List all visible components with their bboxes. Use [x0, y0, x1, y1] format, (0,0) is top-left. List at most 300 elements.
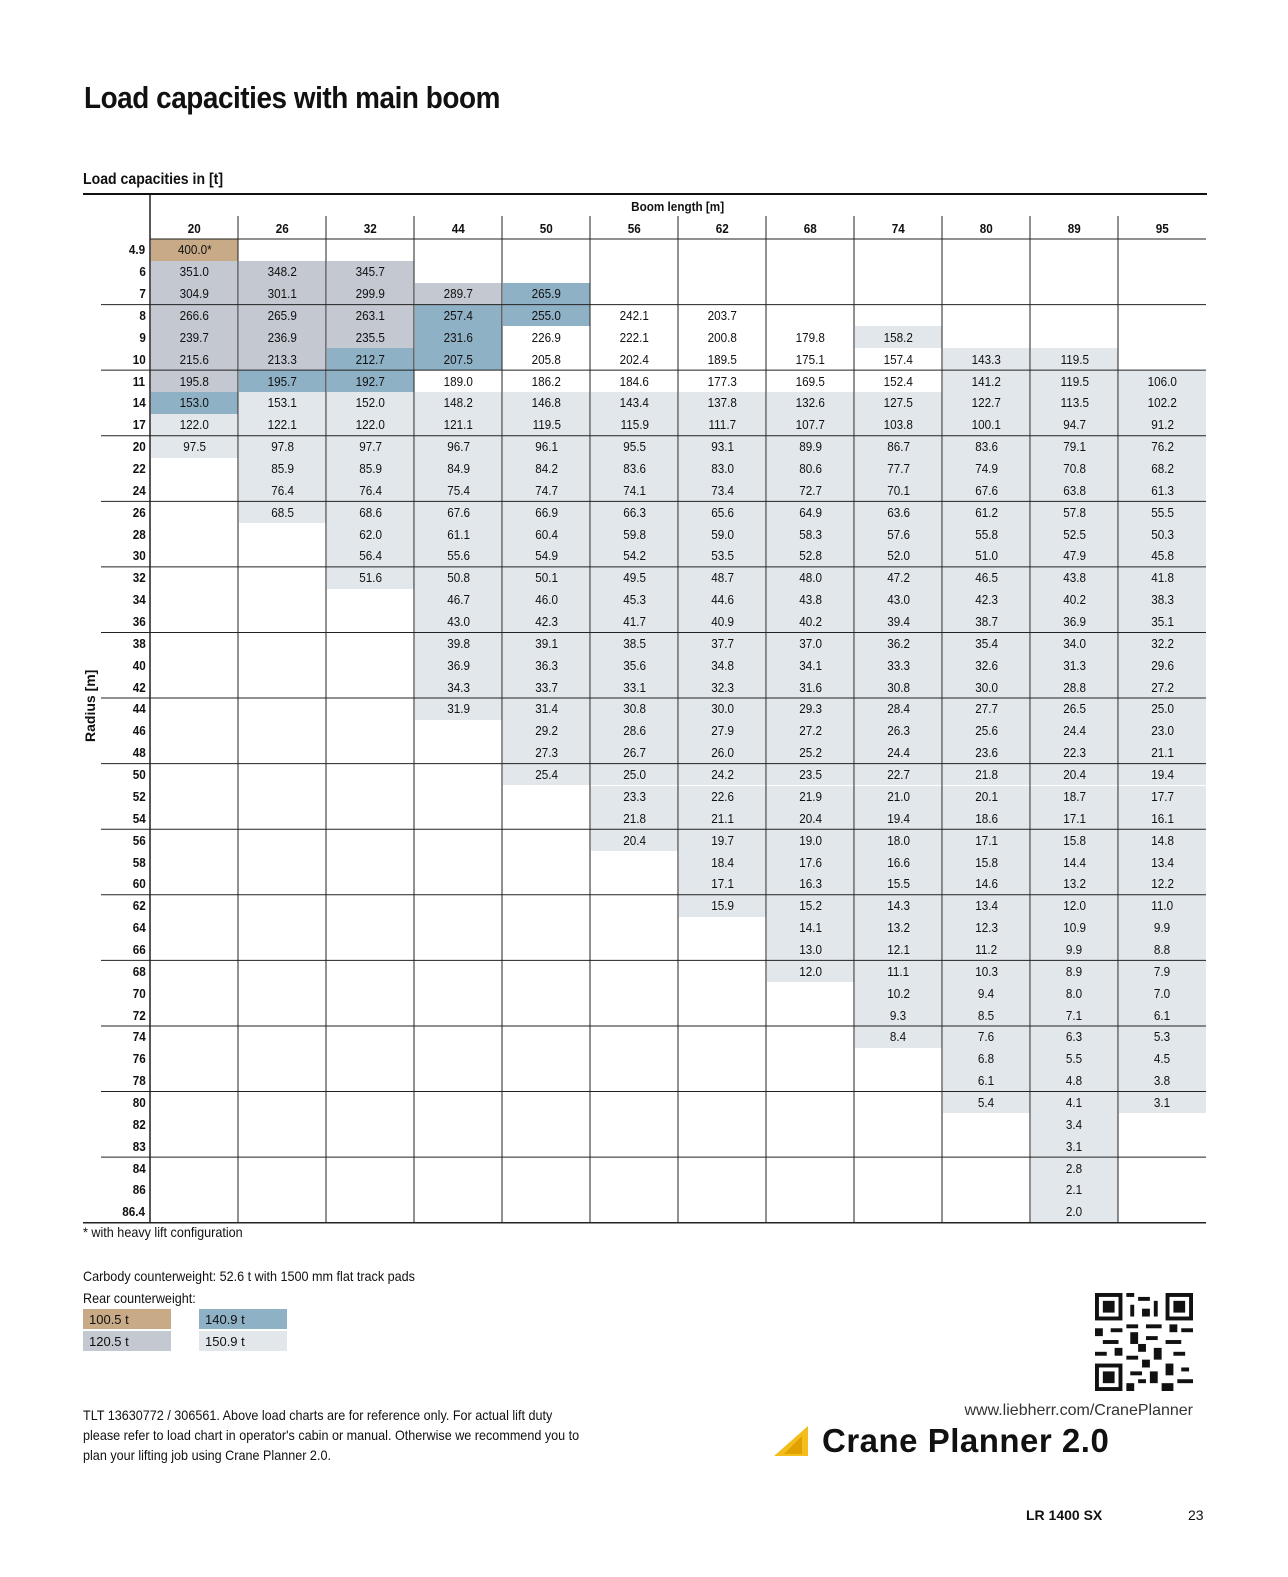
capacity-cell: 189.0 [443, 373, 474, 389]
capacity-cell: 236.9 [239, 326, 326, 348]
capacity-cell: 68.6 [327, 501, 414, 523]
capacity-cell: 83.6 [591, 458, 678, 480]
radius-label: 7 [139, 286, 146, 302]
radius-label: 42 [132, 679, 146, 695]
capacity-cell: 207.5 [415, 348, 502, 370]
capacity-cell: 42.3 [943, 589, 1030, 611]
capacity-cell: 239.7 [151, 326, 238, 348]
capacity-cell: 36.2 [855, 632, 942, 654]
capacity-cell: 21.8 [943, 764, 1030, 786]
capacity-cell: 148.2 [415, 392, 502, 414]
capacity-cell: 205.8 [531, 351, 562, 367]
capacity-cell: 255.0 [503, 305, 590, 327]
capacity-cell: 72.7 [767, 479, 854, 501]
capacity-cell: 19.4 [855, 807, 942, 829]
radius-label: 30 [132, 548, 146, 564]
radius-label: 52 [132, 788, 146, 804]
capacity-cell: 34.8 [679, 654, 766, 676]
capacity-cell: 67.6 [943, 479, 1030, 501]
capacity-cell: 9.3 [855, 1004, 942, 1026]
radius-label: 66 [132, 941, 146, 957]
capacity-cell: 70.1 [855, 479, 942, 501]
capacity-cell: 13.0 [767, 939, 854, 961]
capacity-cell: 96.7 [415, 436, 502, 458]
radius-label: 48 [132, 745, 146, 761]
radius-label: 17 [132, 417, 146, 433]
capacity-cell: 23.0 [1119, 720, 1206, 742]
capacity-cell: 13.2 [1031, 873, 1118, 895]
capacity-cell: 67.6 [415, 501, 502, 523]
capacity-cell: 23.6 [943, 742, 1030, 764]
capacity-cell: 27.7 [943, 698, 1030, 720]
capacity-cell: 29.3 [767, 698, 854, 720]
capacity-cell: 48.0 [767, 567, 854, 589]
capacity-cell: 54.9 [503, 545, 590, 567]
capacity-cell: 27.2 [767, 720, 854, 742]
capacity-cell: 15.2 [767, 895, 854, 917]
capacity-cell: 22.7 [855, 764, 942, 786]
radius-label: 44 [132, 701, 146, 717]
capacity-cell: 30.0 [679, 698, 766, 720]
radius-label: 28 [132, 526, 146, 542]
capacity-cell: 61.3 [1119, 479, 1206, 501]
boom-length-68: 68 [803, 220, 817, 236]
capacity-cell: 22.3 [1031, 742, 1118, 764]
capacity-cell: 12.2 [1119, 873, 1206, 895]
capacity-cell: 76.4 [327, 479, 414, 501]
capacity-cell: 49.5 [591, 567, 678, 589]
capacity-cell: 43.0 [415, 611, 502, 633]
capacity-cell: 17.1 [679, 873, 766, 895]
capacity-cell: 28.6 [591, 720, 678, 742]
capacity-cell: 20.1 [943, 786, 1030, 808]
capacity-cell: 115.9 [591, 414, 678, 436]
capacity-cell: 14.8 [1119, 829, 1206, 851]
capacity-cell: 26.0 [679, 742, 766, 764]
capacity-cell: 192.7 [327, 370, 414, 392]
capacity-cell: 43.8 [767, 589, 854, 611]
table-top-rule [83, 193, 1207, 195]
capacity-cell: 59.8 [591, 523, 678, 545]
capacity-cell: 50.8 [415, 567, 502, 589]
capacity-cell: 31.6 [767, 676, 854, 698]
radius-label: 9 [139, 329, 146, 345]
capacity-cell: 62.0 [327, 523, 414, 545]
capacity-cell: 34.3 [415, 676, 502, 698]
capacity-cell: 7.0 [1119, 982, 1206, 1004]
legend-swatch-120-5 [83, 1331, 171, 1351]
capacity-cell: 46.7 [415, 589, 502, 611]
capacity-cell: 15.8 [1031, 829, 1118, 851]
capacity-cell: 25.6 [943, 720, 1030, 742]
capacity-cell: 58.3 [767, 523, 854, 545]
capacity-cell: 18.0 [855, 829, 942, 851]
capacity-cell: 52.8 [767, 545, 854, 567]
capacity-cell: 8.8 [1119, 939, 1206, 961]
capacity-cell: 12.3 [943, 917, 1030, 939]
capacity-cell: 231.6 [415, 326, 502, 348]
capacity-cell: 299.9 [327, 283, 414, 305]
page-title: Load capacities with main boom [84, 80, 500, 115]
capacity-cell: 20.4 [1031, 764, 1118, 786]
capacity-cell: 45.3 [591, 589, 678, 611]
capacity-cell: 65.6 [679, 501, 766, 523]
capacity-cell: 43.0 [855, 589, 942, 611]
capacity-cell: 18.6 [943, 807, 1030, 829]
capacity-cell: 75.4 [415, 479, 502, 501]
capacity-cell: 143.3 [943, 348, 1030, 370]
capacity-cell: 27.9 [679, 720, 766, 742]
radius-label: 46 [132, 723, 146, 739]
capacity-cell: 19.4 [1119, 764, 1206, 786]
capacity-cell: 5.4 [943, 1092, 1030, 1114]
capacity-cell: 122.7 [943, 392, 1030, 414]
capacity-cell: 5.3 [1119, 1026, 1206, 1048]
page-number: 23 [1188, 1507, 1204, 1523]
boom-length-74: 74 [891, 220, 905, 236]
capacity-cell: 38.3 [1119, 589, 1206, 611]
capacity-cell: 8.4 [855, 1026, 942, 1048]
radius-label: 86.4 [121, 1204, 145, 1220]
capacity-cell: 32.6 [943, 654, 1030, 676]
capacity-cell: 21.9 [767, 786, 854, 808]
capacity-cell: 91.2 [1119, 414, 1206, 436]
capacity-cell: 93.1 [679, 436, 766, 458]
carbody-counterweight: Carbody counterweight: 52.6 t with 1500 mm flat track pads [83, 1268, 415, 1284]
capacity-cell: 50.3 [1119, 523, 1206, 545]
capacity-cell: 34.0 [1031, 632, 1118, 654]
crane-planner-url[interactable]: www.liebherr.com/CranePlanner [964, 1402, 1193, 1419]
radius-label: 32 [132, 570, 146, 586]
capacity-cell: 37.7 [679, 632, 766, 654]
capacity-cell: 38.7 [943, 611, 1030, 633]
capacity-cell: 61.2 [943, 501, 1030, 523]
boom-length-26: 26 [275, 220, 289, 236]
capacity-cell: 21.8 [591, 807, 678, 829]
capacity-cell: 152.0 [327, 392, 414, 414]
capacity-cell: 85.9 [239, 458, 326, 480]
boom-length-44: 44 [451, 220, 465, 236]
capacity-cell: 70.8 [1031, 458, 1118, 480]
capacity-cell: 289.7 [415, 283, 502, 305]
capacity-cell: 19.7 [679, 829, 766, 851]
capacity-cell: 345.7 [327, 261, 414, 283]
capacity-cell: 27.2 [1119, 676, 1206, 698]
capacity-cell: 400.0* [151, 239, 238, 261]
radius-label: 78 [132, 1073, 146, 1089]
capacity-cell: 89.9 [767, 436, 854, 458]
capacity-cell: 119.5 [1031, 370, 1118, 392]
capacity-cell: 76.2 [1119, 436, 1206, 458]
disclaimer-text: TLT 13630772 / 306561. Above load charts are for reference only. For actual lift duty please refer to load chart in operator's cabin or manual. Otherwise we recommend you to plan your lifting job using Crane Planner 2.0. [83, 1407, 580, 1463]
capacity-cell: 122.1 [239, 414, 326, 436]
capacity-cell: 265.9 [239, 305, 326, 327]
capacity-cell: 9.9 [1031, 939, 1118, 961]
capacity-cell: 10.3 [943, 960, 1030, 982]
radius-label: 86 [132, 1182, 146, 1198]
capacity-cell: 132.6 [767, 392, 854, 414]
radius-label: 11 [132, 373, 146, 389]
capacity-cell: 20.4 [767, 807, 854, 829]
capacity-cell: 16.1 [1119, 807, 1206, 829]
capacity-cell: 56.4 [327, 545, 414, 567]
capacity-cell: 263.1 [327, 305, 414, 327]
capacity-cell: 40.9 [679, 611, 766, 633]
capacity-cell: 6.8 [943, 1048, 1030, 1070]
radius-label: 34 [132, 592, 146, 608]
capacity-cell: 33.3 [855, 654, 942, 676]
capacity-cell: 137.8 [679, 392, 766, 414]
table-subtitle: Load capacities in [t] [83, 171, 224, 188]
capacity-cell: 36.9 [1031, 611, 1118, 633]
capacity-cell: 8.5 [943, 1004, 1030, 1026]
capacity-cell: 37.0 [767, 632, 854, 654]
capacity-cell: 107.7 [767, 414, 854, 436]
capacity-cell: 30.8 [855, 676, 942, 698]
capacity-cell: 113.5 [1031, 392, 1118, 414]
legend-swatch-150-9 [199, 1331, 287, 1351]
capacity-cell: 242.1 [619, 308, 650, 323]
legend-swatch-100-5 [83, 1309, 171, 1329]
rear-counterweight-label: Rear counterweight: [83, 1290, 196, 1306]
radius-axis-label: Radius [m] [82, 669, 98, 742]
capacity-cell: 265.9 [503, 283, 590, 305]
boom-length-62: 62 [715, 220, 729, 236]
capacity-cell: 28.8 [1031, 676, 1118, 698]
qr-code-icon[interactable] [1094, 1293, 1194, 1391]
capacity-cell: 26.3 [855, 720, 942, 742]
capacity-cell: 179.8 [795, 329, 826, 345]
radius-label: 36 [132, 614, 146, 630]
capacity-cell: 96.1 [503, 436, 590, 458]
capacity-cell: 39.8 [415, 632, 502, 654]
capacity-cell: 21.1 [1119, 742, 1206, 764]
capacity-cell: 17.1 [1031, 807, 1118, 829]
capacity-cell: 121.1 [415, 414, 502, 436]
radius-label: 20 [132, 439, 146, 455]
capacity-cell: 7.9 [1119, 960, 1206, 982]
capacity-cell: 12.1 [855, 939, 942, 961]
capacity-cell: 41.8 [1119, 567, 1206, 589]
capacity-cell: 21.1 [679, 807, 766, 829]
capacity-cell: 24.4 [855, 742, 942, 764]
capacity-cell: 53.5 [679, 545, 766, 567]
radius-label: 56 [132, 832, 146, 848]
capacity-cell: 14.4 [1031, 851, 1118, 873]
capacity-cell: 54.2 [591, 545, 678, 567]
legend-label: 140.9 t [205, 1311, 245, 1327]
capacity-cell: 31.9 [415, 698, 502, 720]
capacity-cell: 74.9 [943, 458, 1030, 480]
capacity-cell: 16.6 [855, 851, 942, 873]
capacity-cell: 100.1 [943, 414, 1030, 436]
capacity-cell: 152.4 [883, 373, 914, 389]
capacity-cell: 66.9 [503, 501, 590, 523]
model-name: LR 1400 SX [1026, 1507, 1103, 1523]
capacity-cell: 200.8 [707, 329, 738, 345]
capacity-cell: 39.1 [503, 632, 590, 654]
boom-length-89: 89 [1067, 220, 1081, 236]
capacity-cell: 59.0 [679, 523, 766, 545]
capacity-cell: 15.9 [679, 895, 766, 917]
capacity-cell: 141.2 [943, 370, 1030, 392]
capacity-cell: 55.8 [943, 523, 1030, 545]
capacity-cell: 226.9 [531, 329, 562, 345]
capacity-cell: 15.8 [943, 851, 1030, 873]
capacity-cell: 25.4 [503, 764, 590, 786]
capacity-cell: 2.1 [1031, 1179, 1118, 1201]
capacity-cell: 13.4 [943, 895, 1030, 917]
capacity-cell: 31.4 [503, 698, 590, 720]
capacity-cell: 85.9 [327, 458, 414, 480]
capacity-cell: 184.6 [619, 373, 650, 389]
capacity-cell: 55.5 [1119, 501, 1206, 523]
capacity-cell: 77.7 [855, 458, 942, 480]
capacity-cell: 27.3 [503, 742, 590, 764]
capacity-cell: 153.0 [151, 392, 238, 414]
capacity-cell: 55.6 [415, 545, 502, 567]
capacity-cell: 195.7 [239, 370, 326, 392]
capacity-cell: 42.3 [503, 611, 590, 633]
capacity-cell: 52.5 [1031, 523, 1118, 545]
capacity-cell: 30.0 [943, 676, 1030, 698]
capacity-cell: 3.1 [1119, 1092, 1206, 1114]
capacity-cell: 29.2 [503, 720, 590, 742]
capacity-cell: 111.7 [679, 414, 766, 436]
capacity-cell: 39.4 [855, 611, 942, 633]
capacity-cell: 212.7 [327, 348, 414, 370]
capacity-cell: 6.1 [1119, 1004, 1206, 1026]
boom-length-20: 20 [187, 220, 201, 236]
capacity-cell: 16.3 [767, 873, 854, 895]
capacity-cell: 157.4 [883, 351, 914, 367]
capacity-cell: 33.1 [591, 676, 678, 698]
radius-label: 8 [139, 308, 146, 323]
capacity-cell: 74.7 [503, 479, 590, 501]
capacity-cell: 50.1 [503, 567, 590, 589]
capacity-cell: 86.7 [855, 436, 942, 458]
capacity-cell: 51.6 [327, 567, 414, 589]
capacity-cell: 52.0 [855, 545, 942, 567]
radius-label: 38 [132, 635, 146, 651]
capacity-cell: 35.4 [943, 632, 1030, 654]
capacity-cell: 24.4 [1031, 720, 1118, 742]
capacity-cell: 127.5 [855, 392, 942, 414]
radius-label: 68 [132, 963, 146, 979]
boom-length-32: 32 [363, 220, 377, 236]
capacity-cell: 43.8 [1031, 567, 1118, 589]
capacity-cell: 9.9 [1119, 917, 1206, 939]
capacity-cell: 36.3 [503, 654, 590, 676]
radius-label: 60 [132, 876, 146, 892]
capacity-cell: 32.3 [679, 676, 766, 698]
radius-label: 54 [132, 810, 146, 826]
capacity-cell: 351.0 [151, 261, 238, 283]
capacity-cell: 177.3 [707, 373, 738, 389]
capacity-cell: 119.5 [1031, 348, 1118, 370]
capacity-cell: 2.0 [1031, 1201, 1118, 1223]
footnote: * with heavy lift configuration [83, 1224, 243, 1240]
capacity-cell: 48.7 [679, 567, 766, 589]
capacity-cell: 44.6 [679, 589, 766, 611]
radius-label: 62 [132, 898, 146, 914]
capacity-cell: 21.0 [855, 786, 942, 808]
capacity-cell: 35.1 [1119, 611, 1206, 633]
capacity-cell: 203.7 [707, 308, 738, 323]
capacity-cell: 32.2 [1119, 632, 1206, 654]
capacity-cell: 119.5 [503, 414, 590, 436]
capacity-cell: 30.8 [591, 698, 678, 720]
capacity-cell: 13.4 [1119, 851, 1206, 873]
boom-length-50: 50 [539, 220, 553, 236]
capacity-cell: 18.4 [679, 851, 766, 873]
capacity-cell: 122.0 [151, 414, 238, 436]
capacity-cell: 31.3 [1031, 654, 1118, 676]
capacity-cell: 235.5 [327, 326, 414, 348]
capacity-cell: 19.0 [767, 829, 854, 851]
capacity-cell: 35.6 [591, 654, 678, 676]
capacity-cell: 64.9 [767, 501, 854, 523]
crane-planner-logo [772, 1422, 1109, 1460]
capacity-cell: 15.5 [855, 873, 942, 895]
capacity-cell: 26.5 [1031, 698, 1118, 720]
capacity-cell: 73.4 [679, 479, 766, 501]
capacity-cell: 25.2 [767, 742, 854, 764]
boom-length-header: Boom length [m] [631, 198, 725, 214]
capacity-cell: 17.1 [943, 829, 1030, 851]
radius-label: 22 [132, 461, 146, 477]
capacity-cell: 57.8 [1031, 501, 1118, 523]
capacity-cell: 10.9 [1031, 917, 1118, 939]
boom-length-56: 56 [627, 220, 641, 236]
capacity-cell: 189.5 [707, 351, 738, 367]
capacity-cell: 24.2 [679, 764, 766, 786]
radius-label: 80 [132, 1094, 146, 1110]
legend-label: 150.9 t [205, 1333, 245, 1349]
capacity-cell: 301.1 [239, 283, 326, 305]
boom-length-95: 95 [1155, 220, 1169, 236]
crane-planner-icon [772, 1424, 810, 1458]
capacity-cell: 6.1 [943, 1070, 1030, 1092]
capacity-cell: 3.1 [1031, 1135, 1118, 1157]
capacity-cell: 36.9 [415, 654, 502, 676]
capacity-cell: 63.6 [855, 501, 942, 523]
capacity-cell: 2.8 [1031, 1157, 1118, 1179]
capacity-cell: 158.2 [855, 326, 942, 348]
legend-label: 100.5 t [89, 1311, 129, 1327]
capacity-cell: 97.7 [327, 436, 414, 458]
capacity-cell: 28.4 [855, 698, 942, 720]
capacity-cell: 202.4 [619, 351, 650, 367]
capacity-cell: 175.1 [795, 351, 826, 367]
radius-label: 50 [132, 767, 146, 783]
capacity-cell: 68.2 [1119, 458, 1206, 480]
capacity-cell: 47.9 [1031, 545, 1118, 567]
capacity-cell: 4.8 [1031, 1070, 1118, 1092]
capacity-cell: 84.9 [415, 458, 502, 480]
capacity-cell: 17.7 [1119, 786, 1206, 808]
capacity-cell: 40.2 [1031, 589, 1118, 611]
capacity-cell: 213.3 [239, 348, 326, 370]
capacity-cell: 26.7 [591, 742, 678, 764]
capacity-cell: 33.7 [503, 676, 590, 698]
capacity-cell: 11.0 [1119, 895, 1206, 917]
capacity-cell: 23.3 [591, 786, 678, 808]
capacity-cell: 51.0 [943, 545, 1030, 567]
capacity-cell: 222.1 [619, 329, 650, 345]
capacity-cell: 10.2 [855, 982, 942, 1004]
capacity-cell: 63.8 [1031, 479, 1118, 501]
